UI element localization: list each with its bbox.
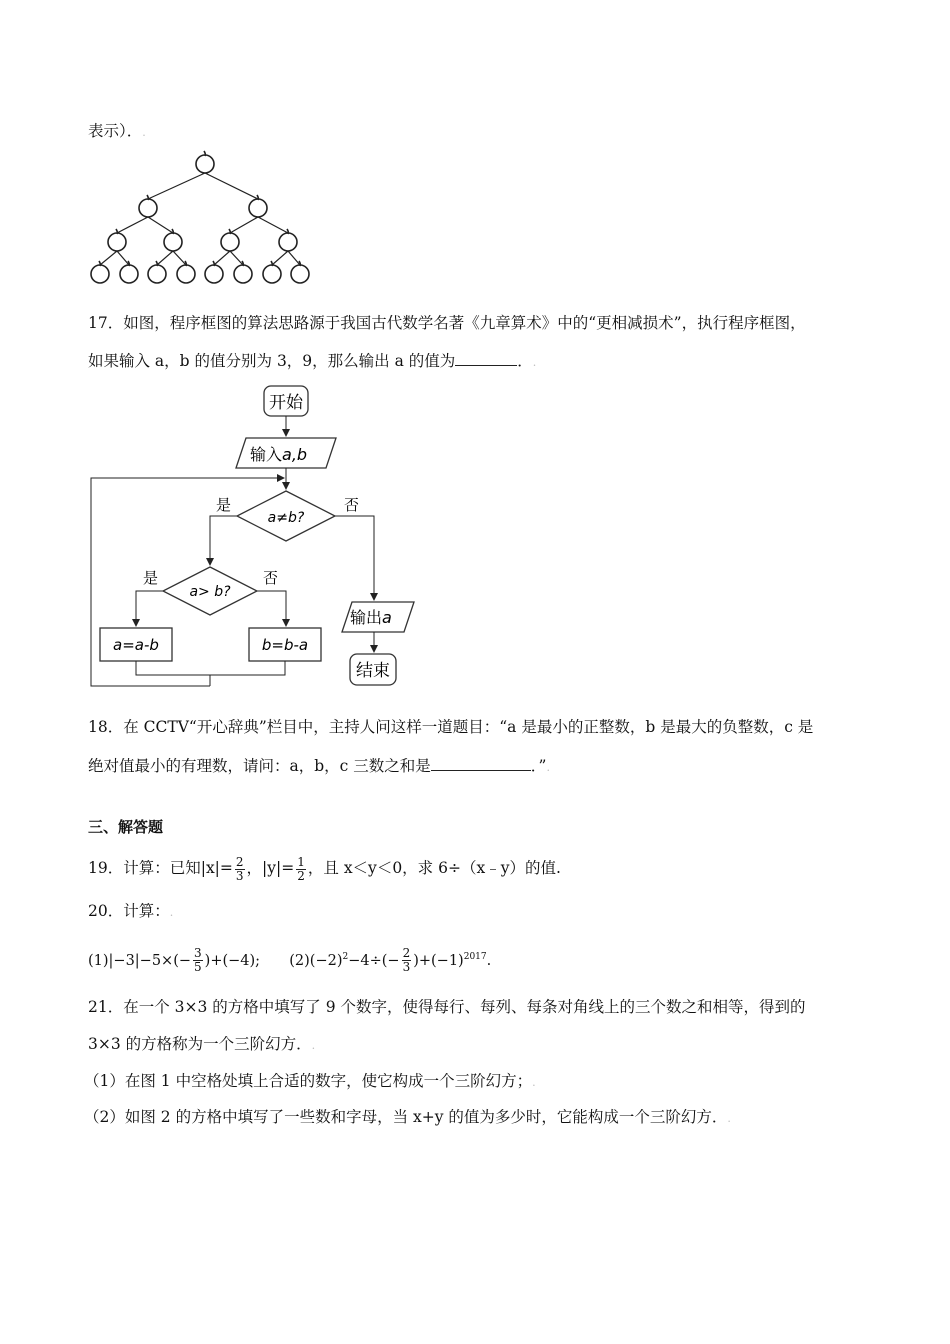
flowchart [88,380,418,692]
apple-tree-figure [88,146,314,286]
cond2-yes-label: 是 [143,569,159,587]
cond1-label: a≠b? [267,510,305,526]
apple-icon [221,229,239,251]
q18-line2: 绝对值最小的有理数，请问：a，b，c 三数之和是 ．”. [88,754,550,779]
q17-answer-blank[interactable] [455,349,517,366]
start-label: 开始 [269,393,303,413]
q17-line1: 17．如图，程序框图的算法思路源于我国古代数学名著《九章算术》中的“更相减损术”，执行程序框图， [88,314,806,332]
apple-icon [164,229,182,251]
box-left-label: a=a-b [113,636,159,654]
q18-answer-blank[interactable] [431,754,531,771]
apple-icon [139,195,157,217]
cond1-yes-label: 是 [216,496,232,514]
apple-icon [234,261,252,283]
q20-part2: $(2)(-2)^2-4\div(-$ $\frac{2}{3}$ )$+(-1)^{2017}$. [289,946,492,975]
apple-icon [148,261,166,283]
header-fragment: 表示）．. [88,122,146,140]
apple-icon [91,261,109,283]
apple-icon [279,229,297,251]
q19-frac-y: $\frac{1}{2}$ [297,854,305,883]
cond1-no-label: 否 [344,496,360,514]
apple-icon [120,261,138,283]
apple-icon [177,261,195,283]
q20-frac1: $\frac{3}{5}$ [194,946,202,975]
apple-icon [205,261,223,283]
box-right-label: b=b-a [261,636,309,654]
q20-title: 20．计算：. [88,902,174,920]
flowchart-figure [88,380,418,692]
input-label: 输入a,b [250,445,308,464]
cond2-label: a> b? [189,584,231,600]
output-label: 输出a [350,608,392,627]
end-label: 结束 [356,661,390,681]
q20-part1: (1)|−3|−5×(− $\frac{3}{5}$ )+(−4); [88,946,261,975]
q17-line2: 如果输入 a，b 的值分别为 3，9，那么输出 a 的值为 ．. [88,349,536,374]
cond2-no-label: 否 [263,569,279,587]
q21-part1: （1）在图 1 中空格处填上合适的数字，使它构成一个三阶幻方；. [84,1072,536,1090]
apple-icon [108,229,126,251]
q21-part2: （2）如图 2 的方格中填写了一些数和字母，当 x+y 的值为多少时，它能构成一个三阶幻方．. [84,1108,731,1126]
apple-icon [263,261,281,283]
q20-frac2: $\frac{2}{3}$ [402,946,411,975]
q21-line2: 3×3 的方格称为一个三阶幻方．. [88,1035,316,1053]
q21-line1: 21．在一个 3×3 的方格中填写了 9 个数字，使得每行、每列、每条对角线上的三个数之和相等，得到的 [88,998,806,1016]
apple-icon [291,261,309,283]
apple-icon [196,151,214,173]
q19: 19．计算：已知|x|= $\frac{2}{3}$ ，|y|= $\frac{1}{2}$ ，且 x＜y＜0，求 6÷（x﹣y）的值. [88,854,561,883]
section-title: 三、解答题 [88,818,164,836]
apple-icon [249,195,267,217]
q19-frac-x: $\frac{2}{3}$ [235,854,244,883]
q20-parts [88,936,491,978]
apple-tree-diagram [88,146,314,286]
q18-line1: 18．在 CCTV“开心辞典”栏目中，主持人问这样一道题目：“a 是最小的正整数，b 是最大的负整数，c 是 [88,718,814,736]
